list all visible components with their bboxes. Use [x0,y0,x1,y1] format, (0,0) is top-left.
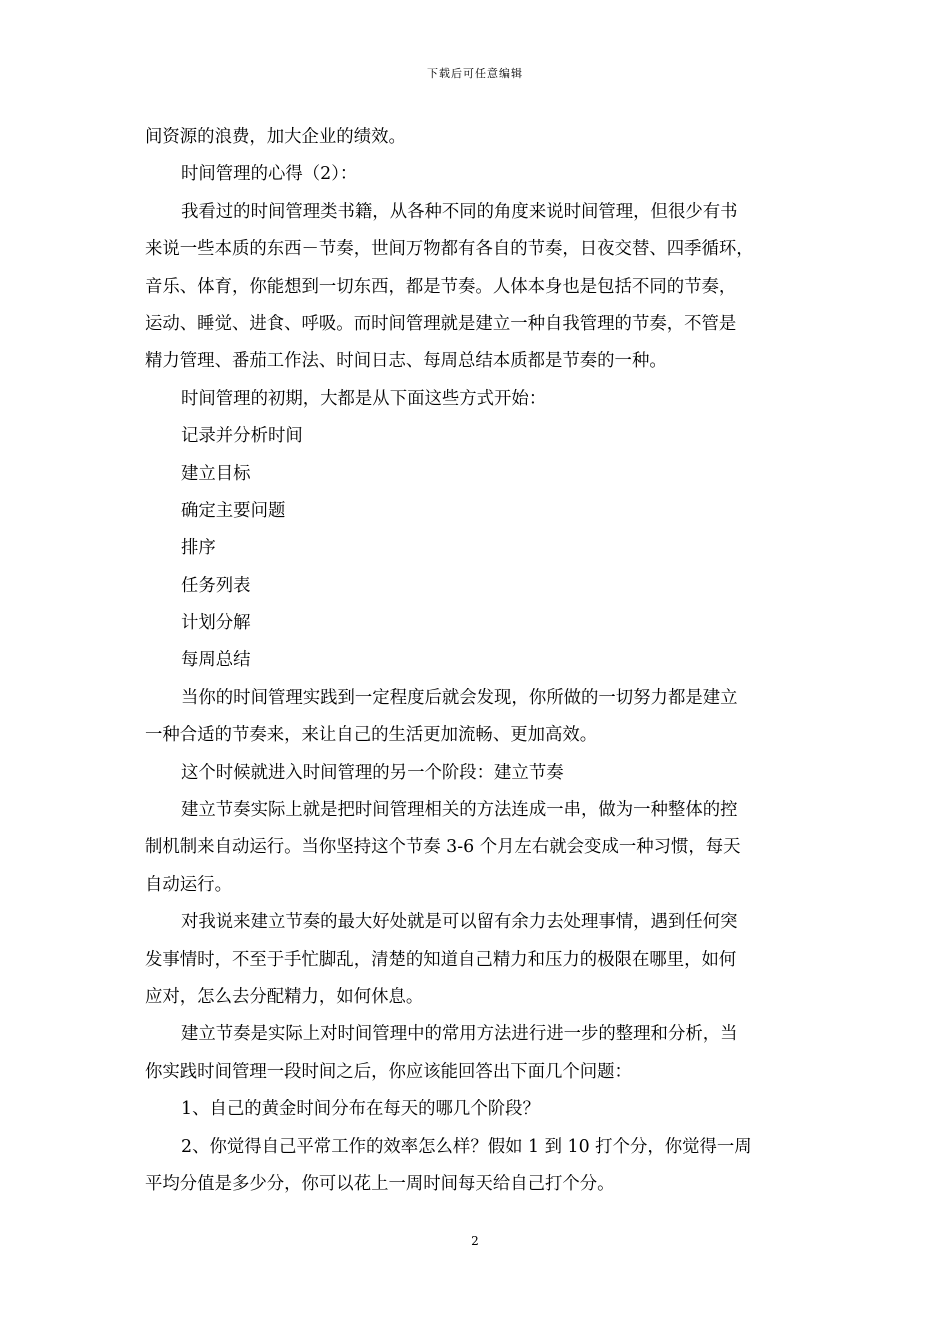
page-number: 2 [471,1234,479,1248]
text-line: 你实践时间管理一段时间之后，你应该能回答出下面几个问题： [145,1061,632,1082]
text-line: 时间管理的心得（2）： [181,164,358,185]
text-line: 音乐、体育，你能想到一切东西，都是节奏。人体本身也是包括不同的节奏， [145,276,737,297]
list-item: 任务列表 [181,575,251,596]
text-line: 自动运行。 [145,874,232,895]
list-item: 记录并分析时间 [181,426,303,447]
text-line: 建立节奏是实际上对时间管理中的常用方法进行进一步的整理和分析，当 [181,1024,738,1045]
list-item: 每周总结 [181,650,251,671]
text-line: 发事情时，不至于手忙脚乱，清楚的知道自己精力和压力的极限在哪里，如何 [145,949,737,970]
text-line: 当你的时间管理实践到一定程度后就会发现，你所做的一切努力都是建立 [181,687,738,708]
document-body [145,119,810,1203]
list-item: 建立目标 [181,463,251,484]
text-line: 精力管理、番茄工作法、时间日志、每周总结本质都是节奏的一种。 [145,351,667,372]
text-line: 建立节奏实际上就是把时间管理相关的方法连成一串，做为一种整体的控 [181,800,738,821]
text-line: 应对，怎么去分配精力，如何休息。 [145,986,424,1007]
text-line: 间资源的浪费，加大企业的绩效。 [145,127,406,147]
page-header: 下载后可任意编辑 [427,67,523,80]
text-line: 运动、睡觉、进食、呼吸。而时间管理就是建立一种自我管理的节奏，不管是 [145,313,737,334]
text-line: 来说一些本质的东西－节奏，世间万物都有各自的节奏，日夜交替、四季循环， [145,239,754,260]
text-line: 时间管理的初期，大都是从下面这些方式开始： [181,388,547,409]
text-line: 这个时候就进入时间管理的另一个阶段：建立节奏 [181,762,564,783]
text-line: 平均分值是多少分，你可以花上一周时间每天给自己打个分。 [145,1173,615,1194]
text-line: 1、自己的黄金时间分布在每天的哪几个阶段？ [181,1099,540,1120]
text-line: 2、你觉得自己平常工作的效率怎么样？假如 1 到 10 打个分，你觉得一周 [181,1136,752,1157]
text-line: 我看过的时间管理类书籍，从各种不同的角度来说时间管理，但很少有书 [181,201,738,222]
text-line: 制机制来自动运行。当你坚持这个节奏 3-6 个月左右就会变成一种习惯，每天 [145,837,741,858]
text-line: 对我说来建立节奏的最大好处就是可以留有余力去处理事情，遇到任何突 [181,912,738,933]
list-item: 确定主要问题 [181,500,286,521]
text-line: 一种合适的节奏来，来让自己的生活更加流畅、更加高效。 [145,725,598,746]
list-item: 计划分解 [181,613,251,634]
list-item: 排序 [181,538,216,559]
